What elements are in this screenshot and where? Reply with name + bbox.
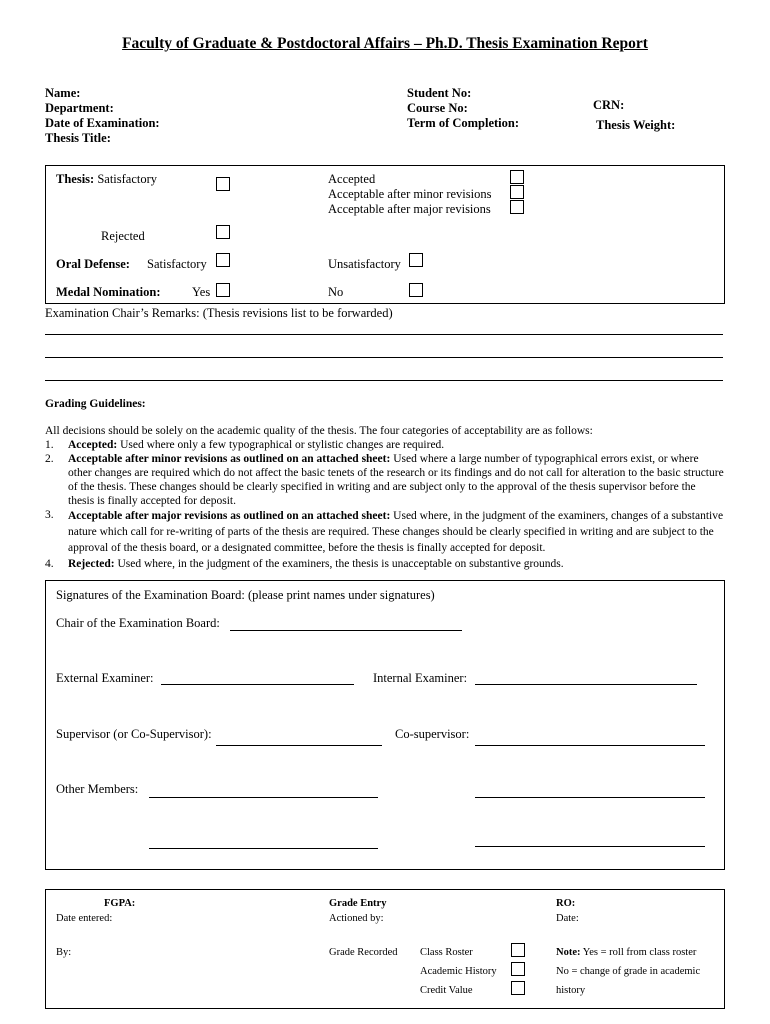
rejected-label: Rejected	[101, 229, 145, 243]
class-roster-label: Class Roster	[420, 947, 473, 958]
other-members-label: Other Members:	[56, 782, 139, 796]
thesis-row	[56, 172, 157, 187]
date-entered-label: Date entered:	[56, 913, 113, 924]
acceptable-major-label: Acceptable after major revisions	[328, 202, 491, 216]
rejected-checkbox[interactable]	[216, 225, 230, 239]
accepted-label: Accepted	[328, 172, 376, 186]
oral-unsatisfactory-checkbox[interactable]	[409, 253, 423, 267]
oral-satisfactory-checkbox[interactable]	[216, 253, 230, 267]
oral-unsatisfactory-label: Unsatisfactory	[328, 257, 401, 271]
by-label: By:	[56, 947, 72, 958]
other-member-line-1[interactable]	[149, 797, 378, 798]
fgpa-label: FGPA:	[104, 898, 136, 909]
external-examiner-signature-line[interactable]	[161, 684, 354, 685]
credit-value-label: Credit Value	[420, 985, 473, 996]
guideline-term-3: Acceptable after major revisions as outlined on an attached sheet:	[68, 510, 391, 522]
other-member-line-4[interactable]	[475, 846, 705, 847]
guidelines-intro: All decisions should be solely on the academic quality of the thesis. The four categories of acceptability are as follows:	[45, 425, 593, 437]
remarks-line-3[interactable]	[45, 380, 723, 381]
medal-yes-label: Yes	[192, 285, 211, 299]
internal-examiner-label: Internal Examiner:	[373, 671, 468, 685]
supervisor-signature-line[interactable]	[216, 745, 382, 746]
medal-yes-checkbox[interactable]	[216, 283, 230, 297]
note-label: Note:	[556, 947, 581, 958]
guideline-term-4: Rejected:	[68, 558, 115, 570]
academic-history-label: Academic History	[420, 966, 497, 977]
grade-recorded-label: Grade Recorded	[329, 947, 398, 958]
thesis-satisfactory-label: Satisfactory	[97, 172, 158, 186]
chair-signature-line[interactable]	[230, 630, 462, 631]
signatures-heading: Signatures of the Examination Board: (please print names under signatures)	[56, 588, 435, 602]
remarks-line-1[interactable]	[45, 334, 723, 335]
supervisor-label: Supervisor (or Co-Supervisor):	[56, 727, 212, 741]
note-line-2: No = change of grade in academic	[556, 966, 701, 977]
guideline-item-3	[68, 508, 724, 556]
guideline-text-1: Used where only a few typographical or stylistic changes are required.	[117, 439, 445, 451]
thesis-title-label: Thesis Title:	[45, 131, 111, 145]
guidelines-heading: Grading Guidelines:	[45, 398, 146, 410]
guideline-term-2: Acceptable after minor revisions as outlined on an attached sheet:	[68, 453, 391, 465]
credit-value-checkbox[interactable]	[511, 981, 525, 995]
term-of-completion-label: Term of Completion:	[407, 116, 520, 130]
remarks-label: Examination Chair’s Remarks: (Thesis revisions list to be forwarded)	[45, 306, 393, 320]
note-line-1	[556, 947, 696, 958]
external-examiner-label: External Examiner:	[56, 671, 154, 685]
guideline-text-2: Used where a large number of typographical errors exist, or where other changes are required which do not affect the basic tenets of the research or its findings and do not call for alteration to the basic structure of the thesis. These changes should be clearly specified in writing and are subject only to the approval of the thesis supervisor before the thesis is finally accepted for deposit.	[68, 453, 724, 507]
guideline-term-1: Accepted:	[68, 439, 118, 451]
guideline-num-2: 2.	[45, 453, 54, 465]
accepted-checkbox[interactable]	[510, 170, 524, 184]
guideline-num-1: 1.	[45, 439, 54, 451]
acceptable-major-checkbox[interactable]	[510, 200, 524, 214]
thesis-satisfactory-checkbox[interactable]	[216, 177, 230, 191]
page-title: Faculty of Graduate & Postdoctoral Affairs – Ph.D. Thesis Examination Report	[122, 35, 648, 52]
guideline-text-4: Used where, in the judgment of the examiners, the thesis is unacceptable on substantive grounds.	[114, 558, 564, 570]
grade-entry-label: Grade Entry	[329, 898, 387, 909]
chair-label: Chair of the Examination Board:	[56, 616, 220, 630]
name-label: Name:	[45, 86, 81, 100]
academic-history-checkbox[interactable]	[511, 962, 525, 976]
other-member-line-3[interactable]	[149, 848, 378, 849]
department-label: Department:	[45, 101, 114, 115]
remarks-line-2[interactable]	[45, 357, 723, 358]
internal-examiner-signature-line[interactable]	[475, 684, 697, 685]
guideline-num-3: 3.	[45, 509, 54, 521]
guideline-item-1	[68, 438, 724, 452]
ro-label: RO:	[556, 898, 576, 909]
medal-nomination-label: Medal Nomination:	[56, 285, 161, 299]
note-text: Yes = roll from class roster	[580, 947, 697, 958]
guideline-item-2	[68, 452, 724, 508]
actioned-by-label: Actioned by:	[329, 913, 384, 924]
date-of-examination-label: Date of Examination:	[45, 116, 160, 130]
oral-defense-label: Oral Defense:	[56, 257, 130, 271]
thesis-weight-label: Thesis Weight:	[596, 118, 676, 132]
acceptable-minor-label: Acceptable after minor revisions	[328, 187, 492, 201]
ro-date-label: Date:	[556, 913, 579, 924]
note-line-3: history	[556, 985, 586, 996]
class-roster-checkbox[interactable]	[511, 943, 525, 957]
acceptable-minor-checkbox[interactable]	[510, 185, 524, 199]
medal-no-label: No	[328, 285, 344, 299]
guideline-item-4	[68, 557, 724, 571]
guideline-num-4: 4.	[45, 558, 54, 570]
medal-no-checkbox[interactable]	[409, 283, 423, 297]
student-no-label: Student No:	[407, 86, 472, 100]
course-no-label: Course No:	[407, 101, 468, 115]
cosupervisor-label: Co-supervisor:	[395, 727, 470, 741]
guideline-text-3: Used where, in the judgment of the examiners, changes of a substantive nature which call for re-writing of parts of the thesis are required. These changes should be clearly specified in writing and are subject to the approval of the thesis board, or a designated committee, before the thesis is finally accepted for deposit.	[68, 510, 724, 554]
other-member-line-2[interactable]	[475, 797, 705, 798]
crn-label: CRN:	[593, 98, 625, 112]
thesis-label: Thesis:	[56, 172, 95, 186]
oral-satisfactory-label: Satisfactory	[147, 257, 207, 271]
cosupervisor-signature-line[interactable]	[475, 745, 705, 746]
